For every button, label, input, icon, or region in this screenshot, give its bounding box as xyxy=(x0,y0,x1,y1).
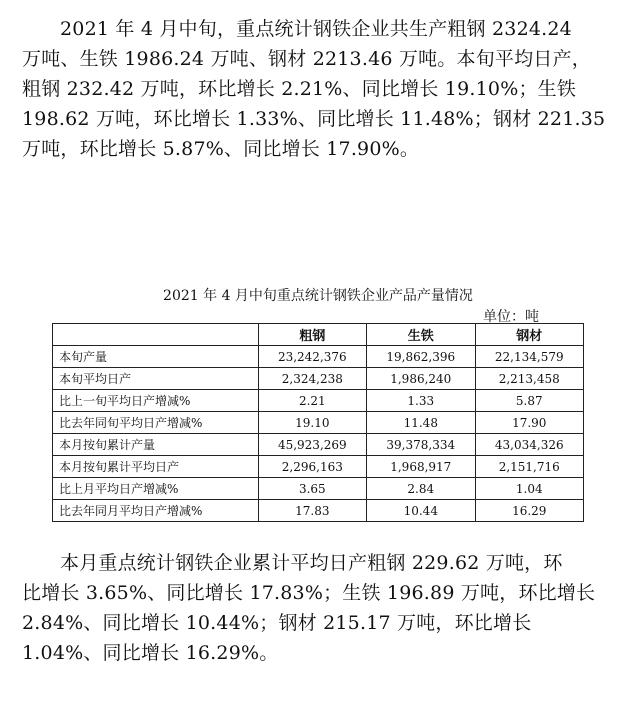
table-cell: 3.65 xyxy=(258,478,366,500)
table-title: 2021 年 4 月中旬重点统计钢铁企业产品产量情况 xyxy=(163,288,473,304)
table-cell: 1.04 xyxy=(475,478,584,500)
intro-line: 2021 年 4 月中旬，重点统计钢铁企业共生产粗钢 2324.24 xyxy=(60,18,572,40)
row-label: 比上月平均日产增减% xyxy=(53,478,259,500)
table-row xyxy=(53,368,584,390)
row-label: 本旬平均日产 xyxy=(53,368,259,390)
unit-label: 单位：吨 xyxy=(483,309,539,325)
row-label: 比去年同月平均日产增减% xyxy=(53,500,259,522)
row-label: 本旬产量 xyxy=(53,346,259,368)
table-row xyxy=(53,478,584,500)
table-row xyxy=(53,456,584,478)
table-cell: 19.10 xyxy=(258,412,366,434)
closing-line: 1.04%、同比增长 16.29%。 xyxy=(22,642,279,664)
table-cell: 5.87 xyxy=(475,390,584,412)
table-cell: 2.84 xyxy=(367,478,475,500)
table-cell: 10.44 xyxy=(367,500,475,522)
table-cell: 2,296,163 xyxy=(258,456,366,478)
header-cell-blank xyxy=(53,324,259,346)
table-cell: 1,986,240 xyxy=(367,368,475,390)
table-cell: 45,923,269 xyxy=(258,434,366,456)
table-row xyxy=(53,390,584,412)
table-cell: 2,151,716 xyxy=(475,456,584,478)
header-cell-crude-steel: 粗钢 xyxy=(258,324,366,346)
closing-line: 本月重点统计钢铁企业累计平均日产粗钢 229.62 万吨，环 xyxy=(60,552,563,574)
closing-line: 比增长 3.65%、同比增长 17.83%；生铁 196.89 万吨，环比增长 xyxy=(22,582,596,604)
intro-line: 万吨、生铁 1986.24 万吨、钢材 2213.46 万吨。本旬平均日产， xyxy=(22,48,591,70)
intro-line: 万吨，环比增长 5.87%、同比增长 17.90%。 xyxy=(22,138,420,160)
table-row xyxy=(53,500,584,522)
header-cell-steel-products: 钢材 xyxy=(475,324,584,346)
table-row xyxy=(53,434,584,456)
production-table xyxy=(52,323,584,522)
row-label: 比去年同旬平均日产增减% xyxy=(53,412,259,434)
intro-paragraph xyxy=(22,14,622,164)
table-cell: 43,034,326 xyxy=(475,434,584,456)
table-cell: 39,378,334 xyxy=(367,434,475,456)
table-header-row xyxy=(53,324,584,346)
header-cell-pig-iron: 生铁 xyxy=(367,324,475,346)
table-cell: 16.29 xyxy=(475,500,584,522)
table-row xyxy=(53,412,584,434)
intro-line: 粗钢 232.42 万吨，环比增长 2.21%、同比增长 19.10%；生铁 xyxy=(22,78,577,100)
table-cell: 17.83 xyxy=(258,500,366,522)
table-cell: 17.90 xyxy=(475,412,584,434)
table-cell: 1,968,917 xyxy=(367,456,475,478)
closing-paragraph xyxy=(22,548,622,668)
table-cell: 2,324,238 xyxy=(258,368,366,390)
table-cell: 23,242,376 xyxy=(258,346,366,368)
table-cell: 2.21 xyxy=(258,390,366,412)
table-cell: 22,134,579 xyxy=(475,346,584,368)
table-cell: 2,213,458 xyxy=(475,368,584,390)
table-cell: 19,862,396 xyxy=(367,346,475,368)
table-row xyxy=(53,346,584,368)
row-label: 本月按旬累计平均日产 xyxy=(53,456,259,478)
row-label: 比上一旬平均日产增减% xyxy=(53,390,259,412)
table-body xyxy=(53,346,584,522)
table-cell: 11.48 xyxy=(367,412,475,434)
row-label: 本月按旬累计产量 xyxy=(53,434,259,456)
closing-line: 2.84%、同比增长 10.44%；钢材 215.17 万吨，环比增长 xyxy=(22,612,532,634)
intro-line: 198.62 万吨，环比增长 1.33%、同比增长 11.48%；钢材 221.35 xyxy=(22,108,606,130)
table-cell: 1.33 xyxy=(367,390,475,412)
